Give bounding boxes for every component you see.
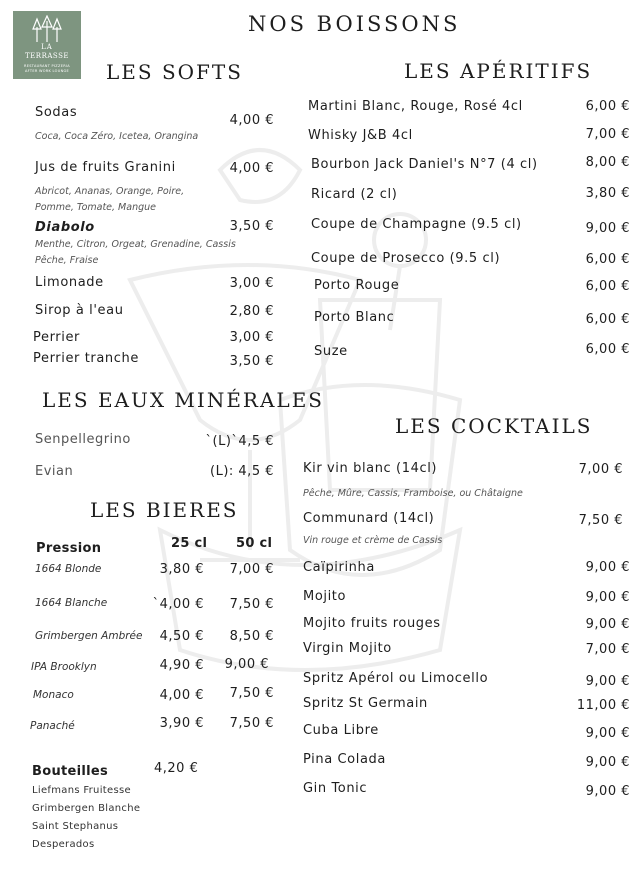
- menu-item-name: Mojito fruits rouges: [303, 616, 441, 631]
- page-title: NOS BOISSONS: [248, 12, 461, 36]
- menu-item-description: Pêche, Fraise: [35, 255, 99, 266]
- menu-item-name: Senpellegrino: [35, 432, 131, 447]
- menu-item-name: Perrier: [33, 330, 80, 345]
- beer-name: Grimbergen Ambrée: [35, 630, 143, 642]
- menu-item-name: Sirop à l'eau: [35, 303, 124, 318]
- beer-column-25cl: 25 cl: [171, 536, 208, 551]
- menu-item-name: Suze: [314, 344, 348, 359]
- menu-item-name: Gin Tonic: [303, 781, 368, 796]
- menu-item-price: 6,00 €: [585, 279, 630, 294]
- menu-item-price: 9,00 €: [585, 617, 630, 632]
- menu-item-name: Limonade: [35, 275, 104, 290]
- menu-item-price: 9,00 €: [585, 784, 630, 799]
- restaurant-logo: [13, 11, 81, 79]
- bottle-item: Liefmans Fruitesse: [32, 785, 131, 796]
- menu-item-name: Virgin Mojito: [303, 641, 392, 656]
- menu-item-description: Pêche, Mûre, Cassis, Framboise, ou Châtaigne: [303, 488, 523, 499]
- tree-icon: [30, 15, 64, 43]
- bottle-item: Desperados: [32, 839, 95, 850]
- logo-line-4: AFTER WORK LOUNGE: [24, 69, 70, 73]
- beer-name: Monaco: [33, 689, 74, 701]
- menu-item-price: 9,00 €: [585, 590, 630, 605]
- menu-item-price: 3,00 €: [229, 330, 274, 345]
- menu-item-name: Kir vin blanc (14cl): [303, 461, 438, 476]
- menu-item-name: Porto Rouge: [314, 278, 400, 293]
- beer-pression-label: Pression: [36, 541, 102, 556]
- menu-item-price: 9,00 €: [585, 674, 630, 689]
- beer-price-50cl: 9,00 €: [224, 657, 269, 672]
- section-title-bieres: LES BIERES: [90, 498, 239, 522]
- menu-item-price: 2,80 €: [229, 304, 274, 319]
- section-title-eaux: LES EAUX MINÉRALES: [42, 388, 324, 412]
- menu-item-name: Evian: [35, 464, 74, 479]
- logo-line-2: TERRASSE: [25, 52, 69, 60]
- bottle-item: Saint Stephanus: [32, 821, 119, 832]
- beer-price-25cl: `4,00 €: [152, 597, 204, 612]
- beer-price-25cl: 4,90 €: [159, 658, 204, 673]
- menu-item-price: 7,50 €: [578, 513, 623, 528]
- menu-item-price: 11,00 €: [576, 698, 630, 713]
- menu-item-price: 8,00 €: [585, 155, 630, 170]
- menu-item-price: 3,50 €: [229, 354, 274, 369]
- menu-item-name: Communard (14cl): [303, 511, 435, 526]
- menu-item-name: Perrier tranche: [33, 351, 139, 366]
- beer-name: 1664 Blonde: [35, 563, 102, 575]
- menu-item-description: Vin rouge et crème de Cassis: [303, 535, 443, 546]
- menu-item-name: Coupe de Champagne (9.5 cl): [311, 217, 522, 232]
- section-title-softs: LES SOFTS: [106, 60, 243, 84]
- menu-item-name: Caïpirinha: [303, 560, 375, 575]
- beer-bouteilles-price: 4,20 €: [154, 761, 199, 776]
- bottle-item: Grimbergen Blanche: [32, 803, 141, 814]
- beer-price-50cl: 7,50 €: [229, 597, 274, 612]
- beer-price-50cl: 7,00 €: [229, 562, 274, 577]
- menu-item-name: Cuba Libre: [303, 723, 379, 738]
- beer-price-50cl: 7,50 €: [229, 686, 274, 701]
- beer-name: 1664 Blanche: [35, 597, 108, 609]
- menu-item-price: 9,00 €: [585, 560, 630, 575]
- menu-item-name: Porto Blanc: [314, 310, 395, 325]
- menu-item-price: 6,00 €: [585, 342, 630, 357]
- menu-item-price: 7,00 €: [585, 642, 630, 657]
- menu-item-name: Coupe de Prosecco (9.5 cl): [311, 251, 501, 266]
- menu-item-price: 3,50 €: [229, 219, 274, 234]
- menu-item-price: 7,00 €: [585, 127, 630, 142]
- menu-item-price: 9,00 €: [585, 221, 630, 236]
- beer-price-25cl: 3,90 €: [159, 716, 204, 731]
- beer-price-25cl: 4,00 €: [159, 688, 204, 703]
- menu-item-name: Spritz St Germain: [303, 696, 428, 711]
- menu-item-price: 4,00 €: [229, 113, 274, 128]
- menu-item-name: Ricard (2 cl): [311, 187, 398, 202]
- beer-name: Panaché: [30, 720, 75, 732]
- beer-price-25cl: 3,80 €: [159, 562, 204, 577]
- menu-item-price: 3,80 €: [585, 186, 630, 201]
- beer-name: IPA Brooklyn: [31, 661, 97, 673]
- menu-item-price: 6,00 €: [585, 312, 630, 327]
- menu-item-price: 6,00 €: [585, 252, 630, 267]
- menu-item-description: Coca, Coca Zéro, Icetea, Orangina: [35, 131, 199, 142]
- menu-item-price: (L): 4,5 €: [210, 464, 274, 479]
- menu-item-description: Menthe, Citron, Orgeat, Grenadine, Cassis: [35, 239, 236, 250]
- logo-line-1: LA: [41, 43, 53, 51]
- menu-item-price: 7,00 €: [578, 462, 623, 477]
- logo-line-3: RESTAURANT PIZZERIA: [24, 64, 70, 68]
- menu-item-name: Sodas: [35, 105, 78, 120]
- menu-item-price: 9,00 €: [585, 726, 630, 741]
- beer-price-25cl: 4,50 €: [159, 629, 204, 644]
- beer-price-50cl: 8,50 €: [229, 629, 274, 644]
- section-title-aperitifs: LES APÉRITIFS: [404, 59, 593, 83]
- menu-item-name: Diabolo: [35, 220, 95, 235]
- menu-item-price: 3,00 €: [229, 276, 274, 291]
- menu-item-name: Bourbon Jack Daniel's N°7 (4 cl): [311, 157, 538, 172]
- menu-item-description: Abricot, Ananas, Orange, Poire,: [35, 186, 185, 197]
- menu-item-name: Spritz Apérol ou Limocello: [303, 671, 489, 686]
- menu-item-price: `(L)`4,5 €: [205, 434, 274, 449]
- menu-item-name: Mojito: [303, 589, 347, 604]
- section-title-cocktails: LES COCKTAILS: [395, 414, 593, 438]
- menu-item-price: 9,00 €: [585, 755, 630, 770]
- beer-price-50cl: 7,50 €: [229, 716, 274, 731]
- beer-column-50cl: 50 cl: [236, 536, 273, 551]
- menu-item-name: Pina Colada: [303, 752, 386, 767]
- menu-item-name: Martini Blanc, Rouge, Rosé 4cl: [308, 99, 523, 114]
- menu-item-price: 4,00 €: [229, 161, 274, 176]
- menu-item-description: Pomme, Tomate, Mangue: [35, 202, 156, 213]
- menu-item-price: 6,00 €: [585, 99, 630, 114]
- menu-item-name: Jus de fruits Granini: [35, 160, 176, 175]
- menu-item-name: Whisky J&B 4cl: [308, 128, 413, 143]
- beer-bouteilles-label: Bouteilles: [32, 764, 109, 779]
